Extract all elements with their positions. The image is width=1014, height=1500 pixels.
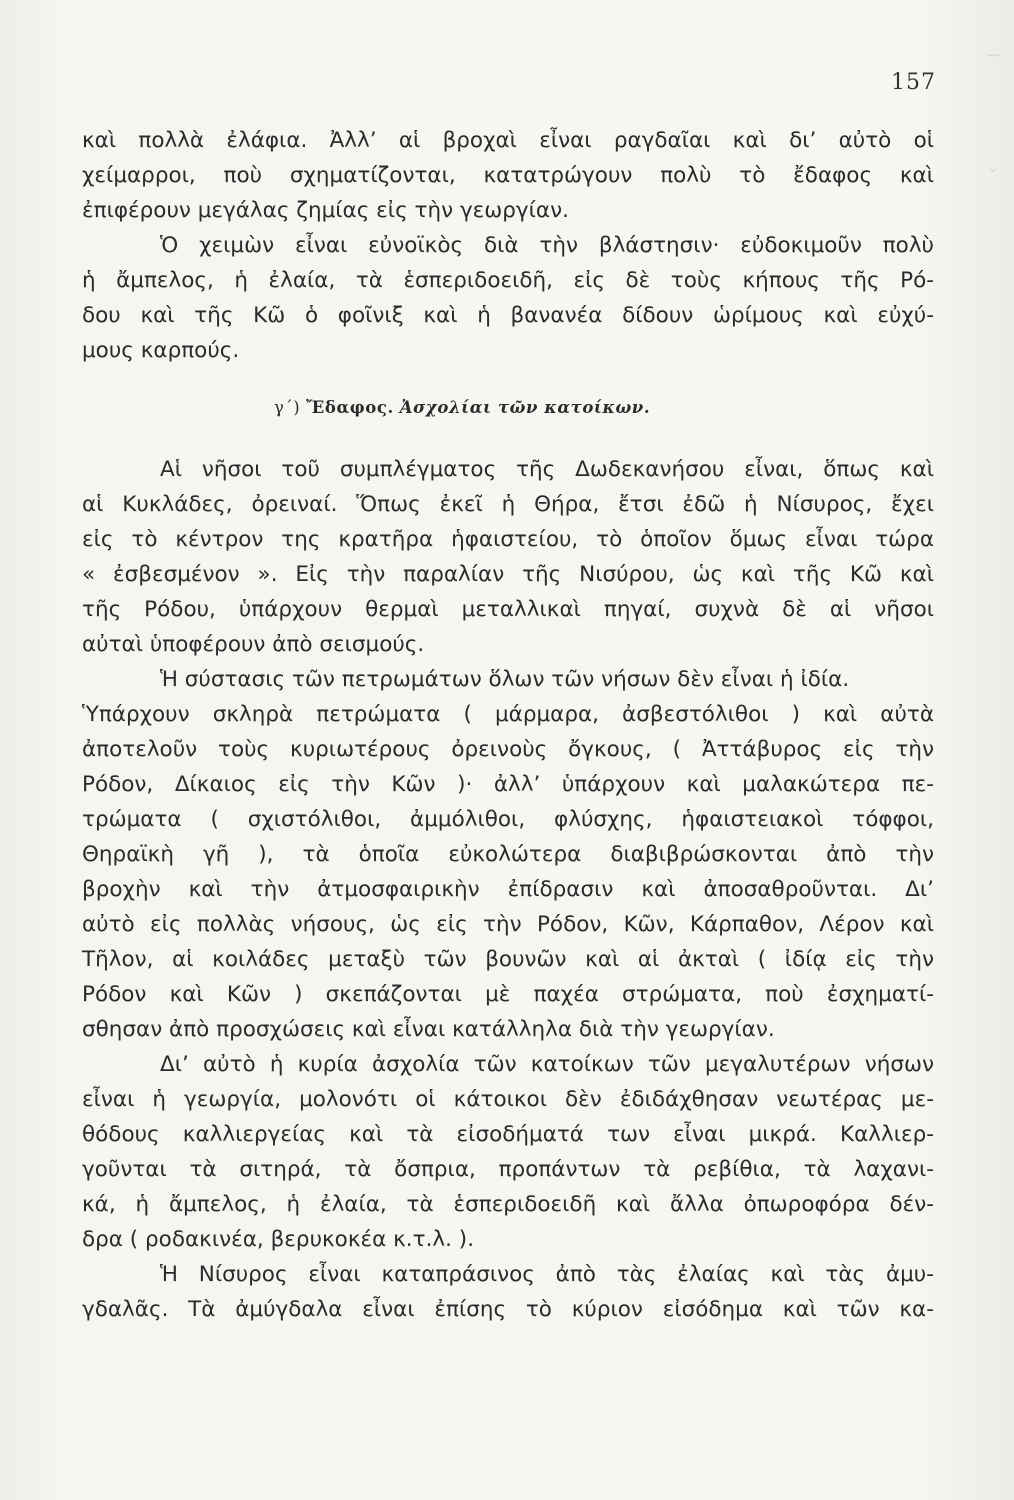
show-through-mark: ‿ — [986, 36, 1001, 57]
show-through-mark: ˇ — [988, 165, 998, 189]
section-title: Ἔδαφος. — [306, 398, 394, 417]
section-marker: γ΄) — [274, 398, 301, 417]
text-line: βροχὴν καὶ τὴν ἀτμοσφαιρικὴν ἐπίδρασιν καὶ ἀποσαθροῦνται. Δι’ — [82, 877, 934, 902]
text-line: Ὁ χειμὼν εἶναι εὐνοϊκὸς διὰ τὴν βλάστησιν· εὐδοκιμοῦν πολὺ — [160, 233, 934, 258]
text-line: Ἡ σύστασις τῶν πετρωμάτων ὅλων τῶν νήσων δὲν εἶναι ἡ ἰδία. — [160, 667, 850, 692]
text-line: Ρόδον, Δίκαιος εἰς τὴν Κῶν )· ἀλλ’ ὑπάρχουν καὶ μαλακώτερα πε- — [82, 772, 934, 797]
text-line: κά, ἡ ἄμπελος, ἡ ἐλαία, τὰ ἑσπεριδοειδῆ καὶ ἄλλα ὀπωροφόρα δέν- — [82, 1192, 934, 1217]
text-line: αἱ Κυκλάδες, ὀρειναί. Ὅπως ἐκεῖ ἡ Θήρα, ἔτσι ἐδῶ ἡ Νίσυρος, ἔχει — [82, 492, 934, 517]
text-line: Ὑπάρχουν σκληρὰ πετρώματα ( μάρμαρα, ἀσβεστόλιθοι ) καὶ αὐτὰ — [82, 702, 934, 727]
section-heading — [82, 368, 934, 444]
text-line: σθησαν ἀπὸ προσχώσεις καὶ εἶναι κατάλληλα διὰ τὴν γεωργίαν. — [82, 1017, 775, 1042]
text-line: γδαλᾶς. Τὰ ἀμύγδαλα εἶναι ἐπίσης τὸ κύριον εἰσόδημα καὶ τῶν κα- — [82, 1297, 934, 1322]
text-line: αὐτὸ εἰς πολλὰς νήσους, ὡς εἰς τὴν Ρόδον, Κῶν, Κάρπαθον, Λέρον καὶ — [82, 912, 934, 937]
text-line: θόδους καλλιεργείας καὶ τὰ εἰσοδήματά των εἶναι μικρά. Καλλιερ- — [82, 1122, 934, 1147]
text-line: καὶ πολλὰ ἐλάφια. Ἀλλ’ αἱ βροχαὶ εἶναι ραγδαῖαι καὶ δι’ αὐτὸ οἱ — [82, 128, 934, 153]
text-line: « ἐσβεσμένον ». Εἰς τὴν παραλίαν τῆς Νισύρου, ὡς καὶ τῆς Κῶ καὶ — [82, 562, 934, 587]
text-line: ἀποτελοῦν τοὺς κυριωτέρους ὀρεινοὺς ὄγκους, ( Ἀττάβυρος εἰς τὴν — [82, 737, 934, 762]
text-line: εἰς τὸ κέντρον της κρατῆρα ἡφαιστείου, τὸ ὁποῖον ὅμως εἶναι τώρα — [82, 527, 934, 552]
text-line: εἶναι ἡ γεωργία, μολονότι οἱ κάτοικοι δὲν ἐδιδάχθησαν νεωτέρας με- — [82, 1087, 934, 1112]
text-line: Αἱ νῆσοι τοῦ συμπλέγματος τῆς Δωδεκανήσου εἶναι, ὅπως καὶ — [160, 457, 934, 482]
section-subtitle: Ἀσχολίαι τῶν κατοίκων. — [399, 398, 651, 417]
text-line: ἐπιφέρουν μεγάλας ζημίας εἰς τὴν γεωργίαν. — [82, 198, 569, 223]
text-line: αὐταὶ ὑποφέρουν ἀπὸ σεισμούς. — [82, 632, 425, 657]
text-line: τῆς Ρόδου, ὑπάρχουν θερμαὶ μεταλλικαὶ πηγαί, συχνὰ δὲ αἱ νῆσοι — [82, 597, 934, 622]
text-line: Θηραϊκὴ γῆ ), τὰ ὁποῖα εὐκολώτερα διαβιβρώσκονται ἀπὸ τὴν — [82, 842, 934, 867]
text-line: Ἡ Νίσυρος εἶναι καταπράσινος ἀπὸ τὰς ἐλαίας καὶ τὰς ἀμυ- — [160, 1262, 934, 1287]
page-number: 157 — [891, 70, 936, 95]
text-line: χείμαρροι, ποὺ σχηματίζονται, κατατρώγουν πολὺ τὸ ἔδαφος καὶ — [82, 163, 934, 188]
text-line: Τῆλον, αἱ κοιλάδες μεταξὺ τῶν βουνῶν καὶ αἱ ἀκταὶ ( ἰδίᾳ εἰς τὴν — [82, 947, 934, 972]
text-line: Ρόδον καὶ Κῶν ) σκεπάζονται μὲ παχέα στρώματα, ποὺ ἐσχηματί- — [82, 982, 934, 1007]
text-line: δρα ( ροδακινέα, βερυκοκέα κ.τ.λ. ). — [82, 1227, 475, 1252]
text-line: δου καὶ τῆς Κῶ ὁ φοῖνιξ καὶ ἡ βανανέα δίδουν ὡρίμους καὶ εὐχύ- — [82, 303, 934, 328]
text-line: τρώματα ( σχιστόλιθοι, ἀμμόλιθοι, φλύσχης, ἡφαιστειακοὶ τόφφοι, — [82, 807, 934, 832]
text-line: Δι’ αὐτὸ ἡ κυρία ἀσχολία τῶν κατοίκων τῶν μεγαλυτέρων νήσων — [160, 1052, 934, 1077]
body-text — [82, 123, 934, 1327]
spacer — [82, 444, 934, 452]
text-line: ἡ ἄμπελος, ἡ ἐλαία, τὰ ἑσπεριδοειδῆ, εἰς δὲ τοὺς κήπους τῆς Ρό- — [82, 268, 934, 293]
text-line: γοῦνται τὰ σιτηρά, τὰ ὄσπρια, προπάντων τὰ ρεβίθια, τὰ λαχανι- — [82, 1157, 934, 1182]
text-line: μους καρπούς. — [82, 338, 240, 363]
